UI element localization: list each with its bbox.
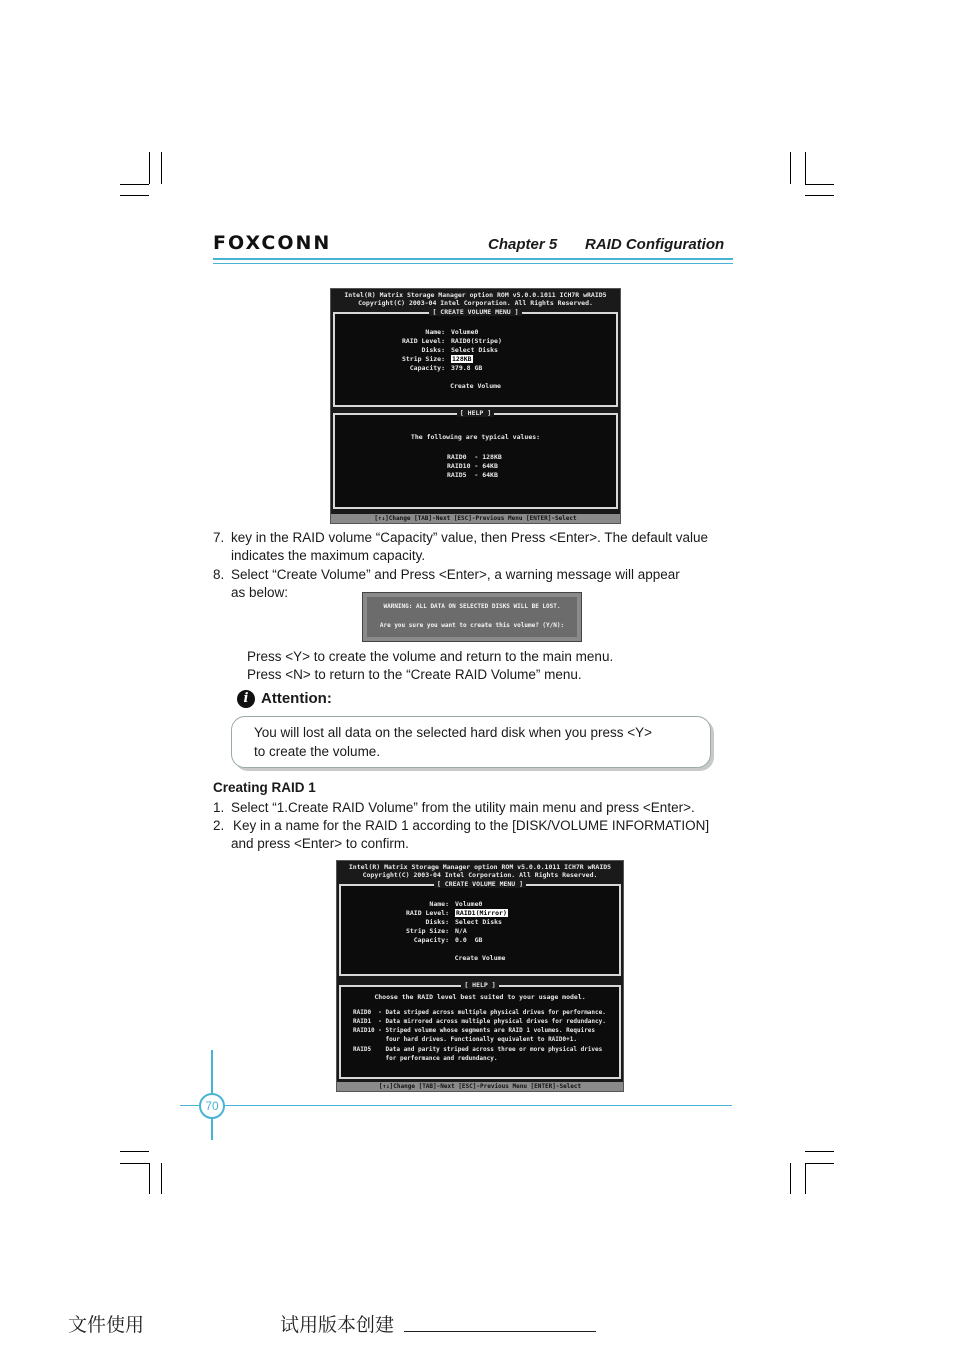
bios-footer: [↑↓]Change [TAB]-Next [ESC]-Previous Menu [ENTER]-Select (331, 514, 620, 523)
footer-left-text: 文件使用 (68, 1314, 145, 1336)
bios-title-line2: Copyright(C) 2003-04 Intel Corporation. All Rights Reserved. (358, 299, 593, 307)
help-line: RAID0 - 128KB (447, 453, 502, 461)
create-volume-option[interactable]: Create Volume (454, 954, 506, 962)
help-intro: Choose the RAID level best suited to your usage model. (374, 993, 586, 1001)
field-value[interactable]: RAID0(Stripe) (451, 337, 502, 345)
footer-rule (180, 1105, 732, 1106)
help-intro: The following are typical values: (410, 433, 541, 441)
help-line: RAID5 Data and parity striped across three or more physical drives (353, 1046, 603, 1053)
warning-line: WARNING: ALL DATA ON SELECTED DISKS WILL BE LOST. (383, 603, 561, 610)
create-volume-pane (333, 308, 618, 407)
bios-screenshot-raid0 (330, 288, 621, 524)
create-volume-pane (339, 880, 621, 976)
help-line: four hard drives. Functionally equivalent to RAID0+1. (353, 1036, 577, 1043)
menu-title: [ CREATE VOLUME MENU ] (434, 880, 526, 888)
help-line: RAID10 - 64KB (447, 462, 498, 470)
help-line: for performance and redundancy. (353, 1055, 498, 1062)
step-text: Select “Create Volume” and Press <Enter>, a warning message will appear (231, 567, 680, 582)
field-value[interactable]: N/A (455, 927, 467, 935)
help-line: RAID10 - Striped volume whose segments are RAID 1 volumes. Requires (353, 1027, 596, 1034)
field-value[interactable]: Volume0 (455, 900, 483, 908)
bios-title-line1: Intel(R) Matrix Storage Manager option ROM v5.0.0.1011 ICH7R wRAID5 (348, 863, 612, 871)
chapter-label: Chapter 5 (488, 236, 558, 253)
field-label: Name: (425, 328, 445, 336)
help-title: [ HELP ] (461, 981, 498, 989)
bios-title-line1: Intel(R) Matrix Storage Manager option ROM v5.0.0.1011 ICH7R wRAID5 (344, 291, 607, 299)
attention-text: to create the volume. (254, 744, 381, 759)
press-n-text: Press <N> to return to the “Create RAID Volume” menu. (247, 667, 582, 682)
create-volume-option[interactable]: Create Volume (450, 382, 501, 390)
step-text: key in the RAID volume “Capacity” value, then Press <Enter>. The default value (231, 530, 708, 545)
field-value[interactable]: 0.0 GB (455, 936, 483, 944)
attention-title: Attention: (261, 690, 332, 707)
warning-dialog (362, 592, 582, 642)
step-text: indicates the maximum capacity. (231, 548, 426, 563)
field-value[interactable]: Volume0 (451, 328, 479, 336)
field-label: Strip Size: (401, 355, 445, 363)
step-number: 2. (213, 818, 225, 833)
help-pane (339, 981, 621, 1079)
press-y-text: Press <Y> to create the volume and return to the main menu. (247, 649, 614, 664)
raid-level-selected[interactable]: RAID1(Mirror) (456, 909, 507, 917)
field-label: Strip Size: (405, 927, 449, 935)
help-title: [ HELP ] (457, 409, 494, 417)
bios-title-line2: Copyright(C) 2003-04 Intel Corporation. All Rights Reserved. (362, 871, 598, 879)
raid1-heading: Creating RAID 1 (213, 780, 316, 795)
header-rule (213, 258, 733, 260)
brand-logo: FOXCONN (213, 232, 332, 254)
field-label: Capacity: (413, 936, 449, 944)
strip-size-selected[interactable]: 128KB (452, 355, 472, 363)
warning-prompt[interactable]: Are you sure you want to create this volume? (Y/N): (379, 622, 565, 629)
header-rule-thin (213, 263, 733, 264)
step-text: as below: (231, 585, 289, 600)
help-line: RAID0 - Data striped across multiple physical drives for performance. (353, 1009, 606, 1016)
step-text: Select “1.Create RAID Volume” from the utility main menu and press <Enter>. (231, 800, 695, 815)
footer-underline (404, 1331, 596, 1332)
field-label: RAID Level: (405, 909, 449, 917)
field-label: Capacity: (409, 364, 445, 372)
footer-right-text: 试用版本创建 (280, 1314, 395, 1336)
field-label: Disks: (425, 918, 449, 926)
bios-screenshot-raid1 (336, 860, 624, 1092)
help-line: RAID5 - 64KB (447, 471, 498, 479)
field-label: RAID Level: (401, 337, 445, 345)
field-value[interactable]: Select Disks (451, 346, 498, 354)
page-number: 70 (199, 1093, 225, 1119)
field-value[interactable]: 379.8 GB (451, 364, 483, 372)
field-label: Disks: (421, 346, 445, 354)
help-pane (333, 409, 618, 509)
field-value[interactable]: Select Disks (455, 918, 502, 926)
bios-footer: [↑↓]Change [TAB]-Next [ESC]-Previous Menu [ENTER]-Select (337, 1082, 623, 1091)
step-number: 1. (213, 800, 225, 815)
step-text: Key in a name for the RAID 1 according to the [DISK/VOLUME INFORMATION] (233, 818, 710, 833)
step-number: 7. (213, 530, 225, 545)
step-number: 8. (213, 567, 225, 582)
help-line: RAID1 - Data mirrored across multiple physical drives for redundancy. (353, 1018, 606, 1025)
section-title: RAID Configuration (585, 236, 725, 253)
attention-text: You will lost all data on the selected hard disk when you press <Y> (254, 725, 652, 740)
field-label: Name: (429, 900, 449, 908)
menu-title: [ CREATE VOLUME MENU ] (429, 308, 521, 316)
info-icon: i (237, 690, 255, 708)
step-text: and press <Enter> to confirm. (231, 836, 409, 851)
